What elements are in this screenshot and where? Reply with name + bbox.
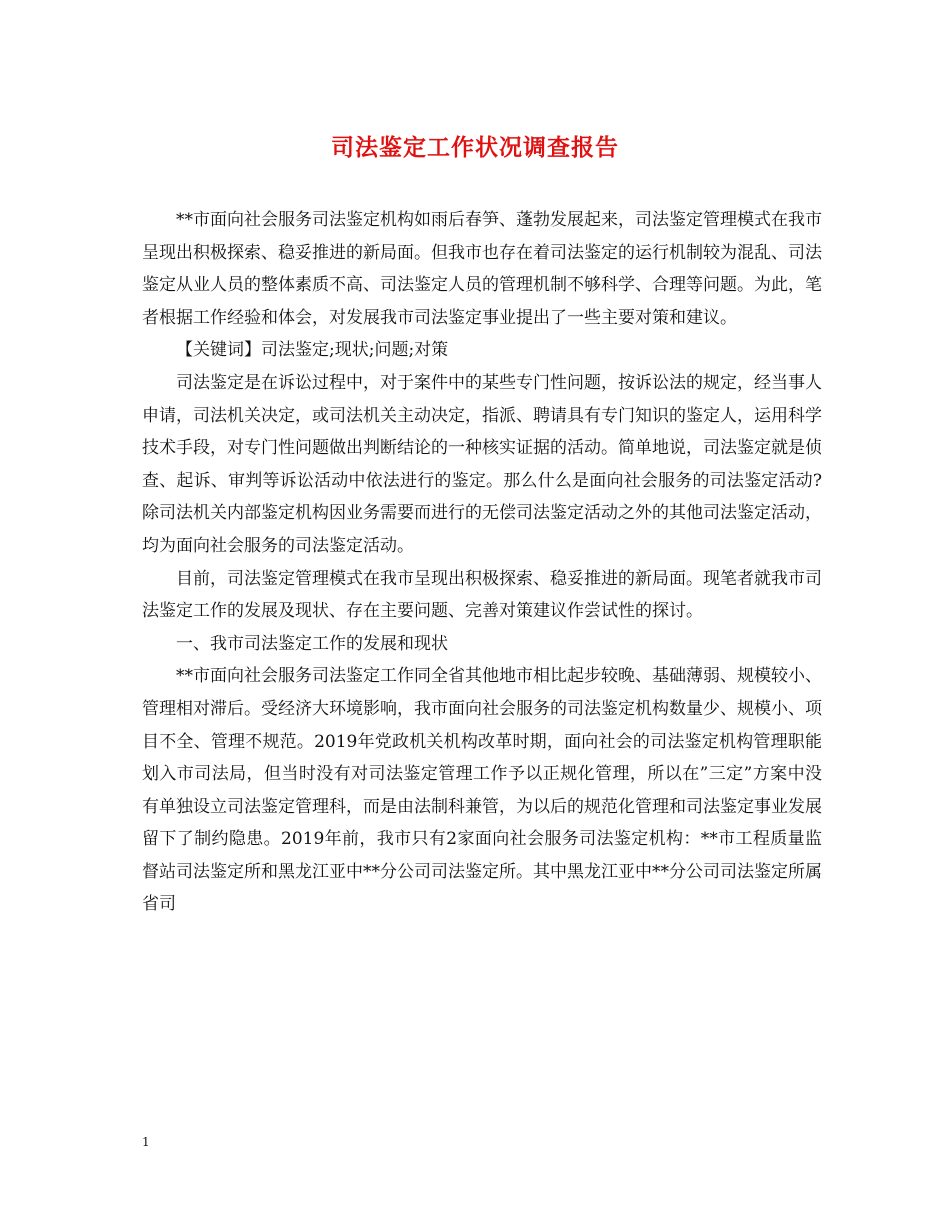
paragraph-section-1: **市面向社会服务司法鉴定工作同全省其他地市相比起步较晚、基础薄弱、规模较小、管理相对滞后。受经济大环境影响，我市面向社会服务的司法鉴定机构数量少、规模小、项目不全、管理不规范。2019年党政机关机构改革时期，面向社会的司法鉴定机构管理职能划入市司法局，但当时没有对司法鉴定管理工作予以正规化管理，所以在”三定”方案中没有单独设立司法鉴定管理科，而是由法制科兼管，为以后的规范化管理和司法鉴定事业发展留下了制约隐患。2019年前，我市只有2家面向社会服务司法鉴定机构：**市工程质量监督站司法鉴定所和黑龙江亚中**分公司司法鉴定所。其中黑龙江亚中**分公司司法鉴定所属省司 — [142, 666, 822, 915]
paragraph-intro: 目前，司法鉴定管理模式在我市呈现出积极探索、稳妥推进的新局面。现笔者就我市司法鉴定工作的发展及现状、存在主要问题、完善对策建议作尝试性的探讨。 — [142, 568, 822, 622]
section-heading-1: 一、我市司法鉴定工作的发展和现状 — [176, 633, 448, 654]
document-title: 司法鉴定工作状况调查报告 — [331, 134, 619, 161]
page-number: 1 — [142, 1135, 150, 1149]
document-body — [142, 204, 822, 921]
paragraph-keywords: 【关键词】司法鉴定;现状;问题;对策 — [176, 340, 449, 361]
paragraph-abstract: **市面向社会服务司法鉴定机构如雨后春笋、蓬勃发展起来，司法鉴定管理模式在我市呈现出积极探索、稳妥推进的新局面。但我市也存在着司法鉴定的运行机制较为混乱、司法鉴定从业人员的整体素质不高、司法鉴定人员的管理机制不够科学、合理等问题。为此，笔者根据工作经验和体会，对发展我市司法鉴定事业提出了一些主要对策和建议。 — [142, 210, 822, 328]
paragraph-definition: 司法鉴定是在诉讼过程中，对于案件中的某些专门性问题，按诉讼法的规定，经当事人申请，司法机关决定，或司法机关主动决定，指派、聘请具有专门知识的鉴定人，运用科学技术手段，对专门性问题做出判断结论的一种核实证据的活动。简单地说，司法鉴定就是侦查、起诉、审判等诉讼活动中依法进行的鉴定。那么什么是面向社会服务的司法鉴定活动?除司法机关内部鉴定机构因业务需要而进行的无偿司法鉴定活动之外的其他司法鉴定活动，均为面向社会服务的司法鉴定活动。 — [142, 372, 822, 556]
